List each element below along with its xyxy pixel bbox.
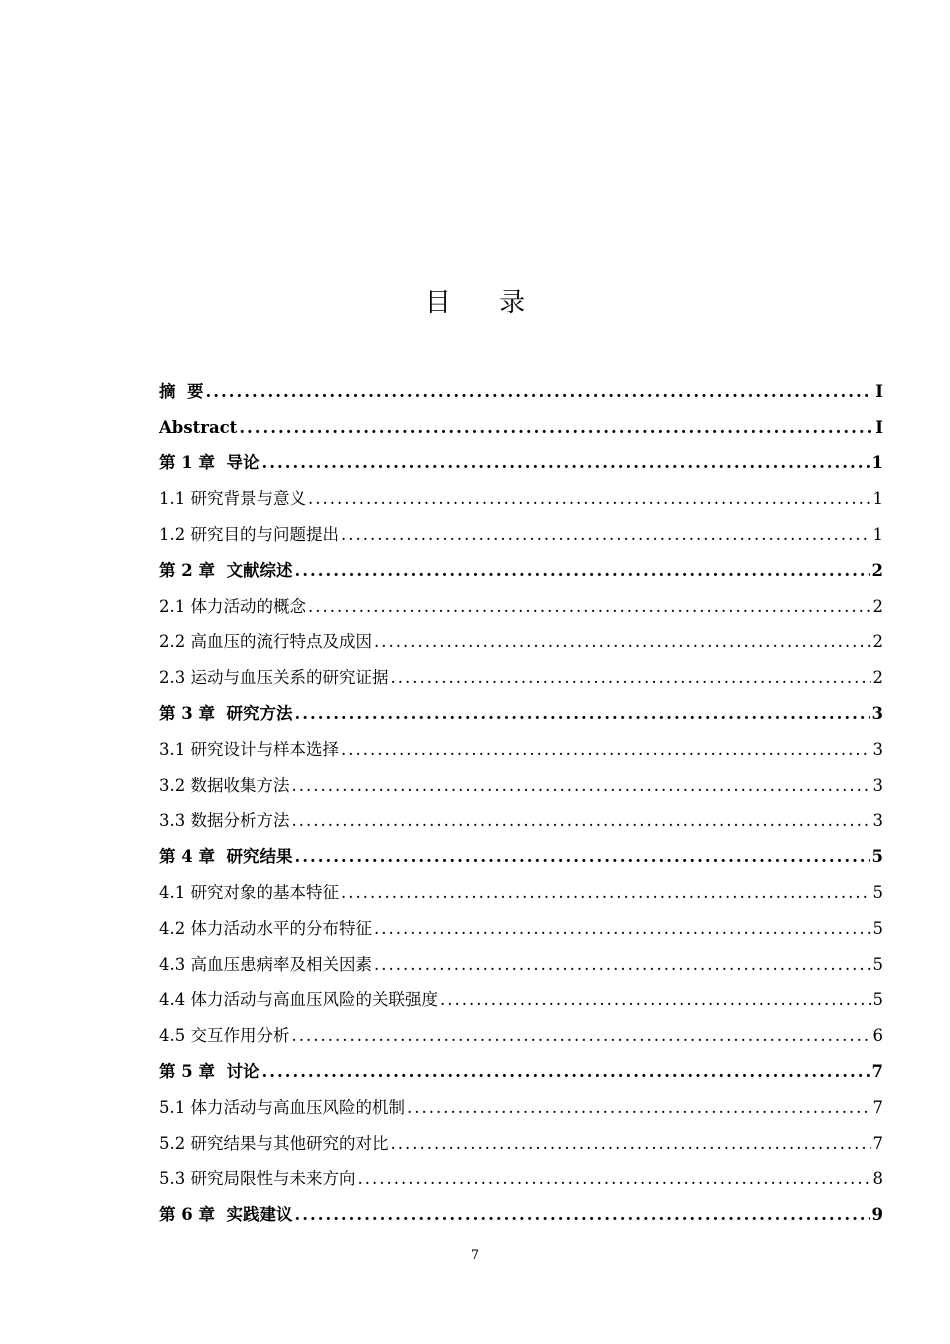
toc-section-entry[interactable] <box>159 473 883 509</box>
toc-dot-leader <box>358 1169 871 1189</box>
toc-entry-label: 5.3 研究局限性与未来方向 <box>159 1169 356 1189</box>
toc-entry-label: 1.2 研究目的与问题提出 <box>159 524 339 544</box>
toc-dot-leader <box>239 418 873 438</box>
toc-entry-page: 9 <box>871 1205 883 1225</box>
toc-section-entry[interactable] <box>159 581 883 617</box>
toc-entry-label: 第 1 章 导论 <box>159 453 260 473</box>
toc-entry-page: 5 <box>872 990 883 1010</box>
toc-entry-page: 3 <box>872 775 883 795</box>
toc-entry-page: 5 <box>871 847 883 867</box>
toc-dot-leader <box>261 453 869 473</box>
toc-entry-page: 5 <box>872 882 883 902</box>
toc-dot-leader <box>294 561 869 581</box>
toc-entry-page: 7 <box>872 1097 883 1117</box>
toc-dot-leader <box>341 525 871 545</box>
toc-section-entry[interactable] <box>159 1082 883 1118</box>
toc-dot-leader <box>308 597 871 617</box>
toc-dot-leader <box>294 1205 869 1225</box>
toc-entry-label: 5.1 体力活动与高血压风险的机制 <box>159 1097 405 1117</box>
toc-entry-label: 摘 要 <box>159 381 204 401</box>
toc-entry-page: 5 <box>872 954 883 974</box>
toc-entry-page: 7 <box>872 1133 883 1153</box>
table-of-contents <box>159 366 883 1225</box>
toc-entry-page: 8 <box>872 1169 883 1189</box>
toc-dot-leader <box>292 1026 871 1046</box>
toc-entry-label: 4.5 交互作用分析 <box>159 1026 290 1046</box>
toc-entry-label: 4.4 体力活动与高血压风险的关联强度 <box>159 990 438 1010</box>
toc-section-entry[interactable] <box>159 867 883 903</box>
toc-entry-label: 3.1 研究设计与样本选择 <box>159 739 339 759</box>
page-title: 目 录 <box>424 288 546 318</box>
toc-dot-leader <box>308 489 871 509</box>
toc-entry-label: 4.1 研究对象的基本特征 <box>159 882 339 902</box>
toc-entry-page: 3 <box>872 739 883 759</box>
toc-entry-page: 2 <box>871 560 883 580</box>
toc-entry-page: 6 <box>872 1026 883 1046</box>
toc-dot-leader <box>391 1134 871 1154</box>
toc-entry-page: 2 <box>872 596 883 616</box>
page-number: 7 <box>470 1248 480 1263</box>
toc-entry-label: 4.3 高血压患病率及相关因素 <box>159 954 372 974</box>
toc-entry-label: 2.1 体力活动的概念 <box>159 596 306 616</box>
toc-section-entry[interactable] <box>159 1118 883 1154</box>
toc-chapter-entry[interactable] <box>159 1046 883 1082</box>
toc-section-entry[interactable] <box>159 617 883 653</box>
toc-entry-page: 1 <box>872 489 883 509</box>
toc-entry-page: 3 <box>872 811 883 831</box>
toc-dot-leader <box>292 776 871 796</box>
toc-dot-leader <box>292 811 871 831</box>
toc-section-entry[interactable] <box>159 1010 883 1046</box>
toc-dot-leader <box>261 1062 869 1082</box>
toc-entry-label: 3.3 数据分析方法 <box>159 811 290 831</box>
toc-entry-page: 3 <box>871 703 883 723</box>
toc-section-entry[interactable] <box>159 1154 883 1190</box>
toc-entry-page: 2 <box>872 668 883 688</box>
toc-section-entry[interactable] <box>159 652 883 688</box>
toc-dot-leader <box>374 919 871 939</box>
toc-chapter-entry[interactable] <box>159 402 883 438</box>
toc-chapter-entry[interactable] <box>159 438 883 474</box>
toc-entry-label: Abstract <box>159 417 238 437</box>
toc-entry-page: 5 <box>872 918 883 938</box>
toc-entry-label: 第 6 章 实践建议 <box>159 1205 293 1225</box>
toc-dot-leader <box>294 847 869 867</box>
toc-entry-label: 1.1 研究背景与意义 <box>159 489 306 509</box>
toc-entry-page: 2 <box>872 632 883 652</box>
toc-entry-label: 4.2 体力活动水平的分布特征 <box>159 918 372 938</box>
toc-dot-leader <box>341 883 871 903</box>
toc-dot-leader <box>440 990 871 1010</box>
toc-entry-label: 5.2 研究结果与其他研究的对比 <box>159 1133 389 1153</box>
toc-entry-label: 第 5 章 讨论 <box>159 1061 260 1081</box>
toc-chapter-entry[interactable] <box>159 545 883 581</box>
toc-dot-leader <box>391 668 871 688</box>
toc-chapter-entry[interactable] <box>159 831 883 867</box>
toc-entry-page: 1 <box>872 524 883 544</box>
toc-entry-page: I <box>875 417 883 437</box>
toc-entry-label: 3.2 数据收集方法 <box>159 775 290 795</box>
toc-entry-label: 2.3 运动与血压关系的研究证据 <box>159 668 389 688</box>
toc-dot-leader <box>341 740 871 760</box>
toc-entry-label: 2.2 高血压的流行特点及成因 <box>159 632 372 652</box>
toc-dot-leader <box>206 382 874 402</box>
toc-section-entry[interactable] <box>159 939 883 975</box>
toc-section-entry[interactable] <box>159 796 883 832</box>
toc-section-entry[interactable] <box>159 903 883 939</box>
toc-entry-page: I <box>875 381 883 401</box>
toc-entry-label: 第 2 章 文献综述 <box>159 560 293 580</box>
toc-section-entry[interactable] <box>159 724 883 760</box>
toc-section-entry[interactable] <box>159 760 883 796</box>
toc-dot-leader <box>374 632 871 652</box>
toc-dot-leader <box>294 704 869 724</box>
toc-chapter-entry[interactable] <box>159 1189 883 1225</box>
toc-entry-page: 7 <box>871 1061 883 1081</box>
toc-chapter-entry[interactable] <box>159 366 883 402</box>
toc-entry-label: 第 4 章 研究结果 <box>159 847 293 867</box>
toc-dot-leader <box>374 955 871 975</box>
toc-dot-leader <box>407 1098 871 1118</box>
toc-entry-page: 1 <box>871 453 883 473</box>
toc-chapter-entry[interactable] <box>159 688 883 724</box>
toc-entry-label: 第 3 章 研究方法 <box>159 703 293 723</box>
toc-section-entry[interactable] <box>159 975 883 1011</box>
toc-section-entry[interactable] <box>159 509 883 545</box>
